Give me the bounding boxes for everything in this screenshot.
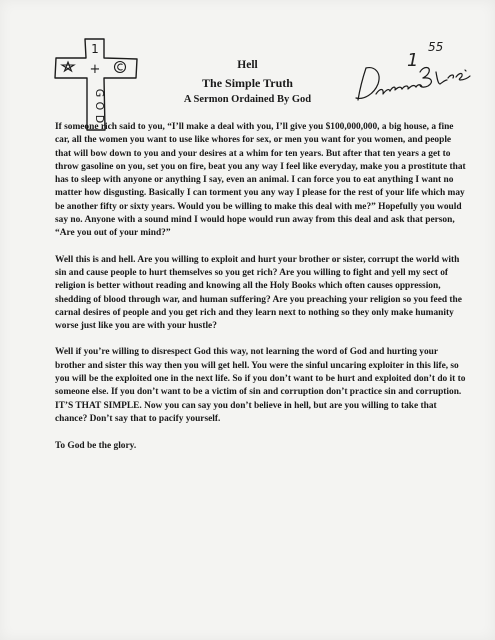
svg-text:+: + xyxy=(89,62,101,77)
paragraph: Well this is and hell. Are you willing to exploit and hurt your brother or sister, corrupt the world with sin and cause people to hurt themselves so you get rich? Are you willing to fight and yell my sect of religion is better without reading and knowing all the Holy Books which often causes oppression, shedding of blood through war, and human suffering? Are you preaching your religion so you feed the carnal desires of people and you get rich and they learn next to nothing so they only make humanity worse just like you are with your hustle? xyxy=(55,254,462,332)
closing-line: To God be the glory. xyxy=(55,441,137,452)
document-body xyxy=(55,121,467,467)
paragraph: Well if you’re willing to disrespect God this way, not learning the word of God and hurting your brother and sister this way then you will get hell. You were the sinful uncaring exploiter in this life, so you will be the exploited one in the next life. So if you don’t want to be hurt and exploited don’t do it to someone else. If you don’t want to be a victim of sin and corruption don’t practice sin and corruption. IT’S THAT SIMPLE. Now you can say you don’t believe in hell, but are you willing to take that chance? Don’t say that to pacify yourself. xyxy=(55,347,466,424)
document-title: Hell xyxy=(237,59,258,71)
paragraph: If someone rich said to you, “I’ll make a deal with you, I’ll give you $100,000,000, a big house, a fine car, all the women you want to use like whores for sex, or men you want for you women, and people that will bow down to you and your desires at a whim for ten years. But after that ten years a get to throw gasoline on you, set you on fire, beat you any way I feel like everyday, make you a prostitute that has to sleep with anyone or anything I say, even an animal. I can force you to eat anything I want no matter how disgusting. Basically I can torment you any way I please for the rest of your life which may be another fifty or sixty years. Would you be willing to make this deal with me?” Hopefully you would say no. Anyone with a sound mind I would hope would run away from this deal and ask that person, “Are you out of your mind?” xyxy=(55,122,466,239)
page-count: 55 xyxy=(428,40,444,54)
document-subtitle: The Simple Truth xyxy=(202,76,293,90)
svg-text:D: D xyxy=(93,114,106,124)
svg-text:G: G xyxy=(93,88,106,98)
document-tagline: A Sermon Ordained By God xyxy=(183,94,312,105)
cross-top-text: 1 xyxy=(91,42,99,56)
page-mark: 1 xyxy=(407,50,419,71)
svg-text:O: O xyxy=(93,101,106,111)
